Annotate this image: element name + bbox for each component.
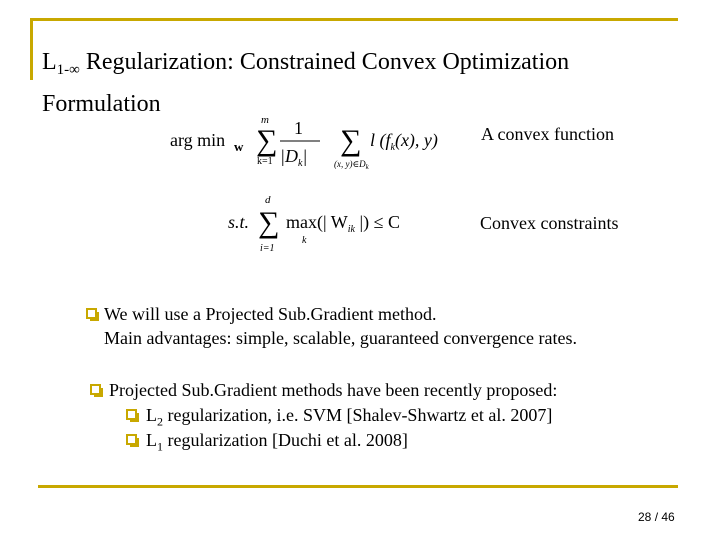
bullet-box-icon <box>126 434 137 445</box>
argmin-w: w <box>234 139 244 154</box>
title-main: L <box>42 49 57 75</box>
bullet1-line1: We will use a Projected Sub.Gradient method. <box>104 304 437 324</box>
bottom-rule <box>38 485 678 488</box>
bullet-l2-svm: $L_2$ regularization, i.e. SVM [Shalev-Shwartz et al. 2007] <box>146 405 553 429</box>
sum3-top: d <box>265 195 271 206</box>
argmin-text: arg min <box>170 130 226 150</box>
bullet1-line2: Main advantages: simple, scalable, guaranteed convergence rates. <box>104 328 577 348</box>
bullet-projected-method <box>104 302 684 350</box>
loss-term: l ($f_k(x)$, y) <box>370 130 438 153</box>
sum2-bottom: (x, $y)\in D_k$ <box>334 159 369 171</box>
max-term: max(| $W_{ik}$ |) ≤ C <box>286 212 400 235</box>
convex-function-label: A convex function <box>481 124 614 144</box>
sum3-symbol: ∑ <box>258 206 280 239</box>
sum1-symbol: ∑ <box>256 124 278 157</box>
max-under: k <box>302 235 307 246</box>
bullet-l1-duchi: $L_1$ regularization [Duchi et al. 2008] <box>146 430 408 454</box>
title-rest: Regularization: Constrained Convex Optimization Formulation <box>42 49 570 117</box>
convex-constraints-label: Convex constraints <box>480 213 619 233</box>
constraint-formula <box>228 195 443 257</box>
bullet-box-icon <box>126 409 137 420</box>
frac-numerator: 1 <box>294 118 303 138</box>
title-subscript: 1-∞ <box>56 62 80 78</box>
sum2-symbol: ∑ <box>340 124 362 157</box>
st-text: s.t. <box>228 212 250 232</box>
objective-formula <box>170 110 470 182</box>
bullet-recent-methods: Projected Sub.Gradient methods have been recently proposed: <box>109 380 558 400</box>
top-rule <box>30 18 678 21</box>
left-rule <box>30 18 33 80</box>
bullet-box-icon <box>90 384 101 395</box>
sum1-bottom: k=1 <box>257 156 273 167</box>
frac-den: $|D_k|$ <box>280 146 308 169</box>
page-number: 28 / 46 <box>638 510 675 524</box>
sum1-top: m <box>261 114 269 126</box>
sum3-bottom: i=1 <box>260 243 275 254</box>
bullet-box-icon <box>86 308 97 319</box>
